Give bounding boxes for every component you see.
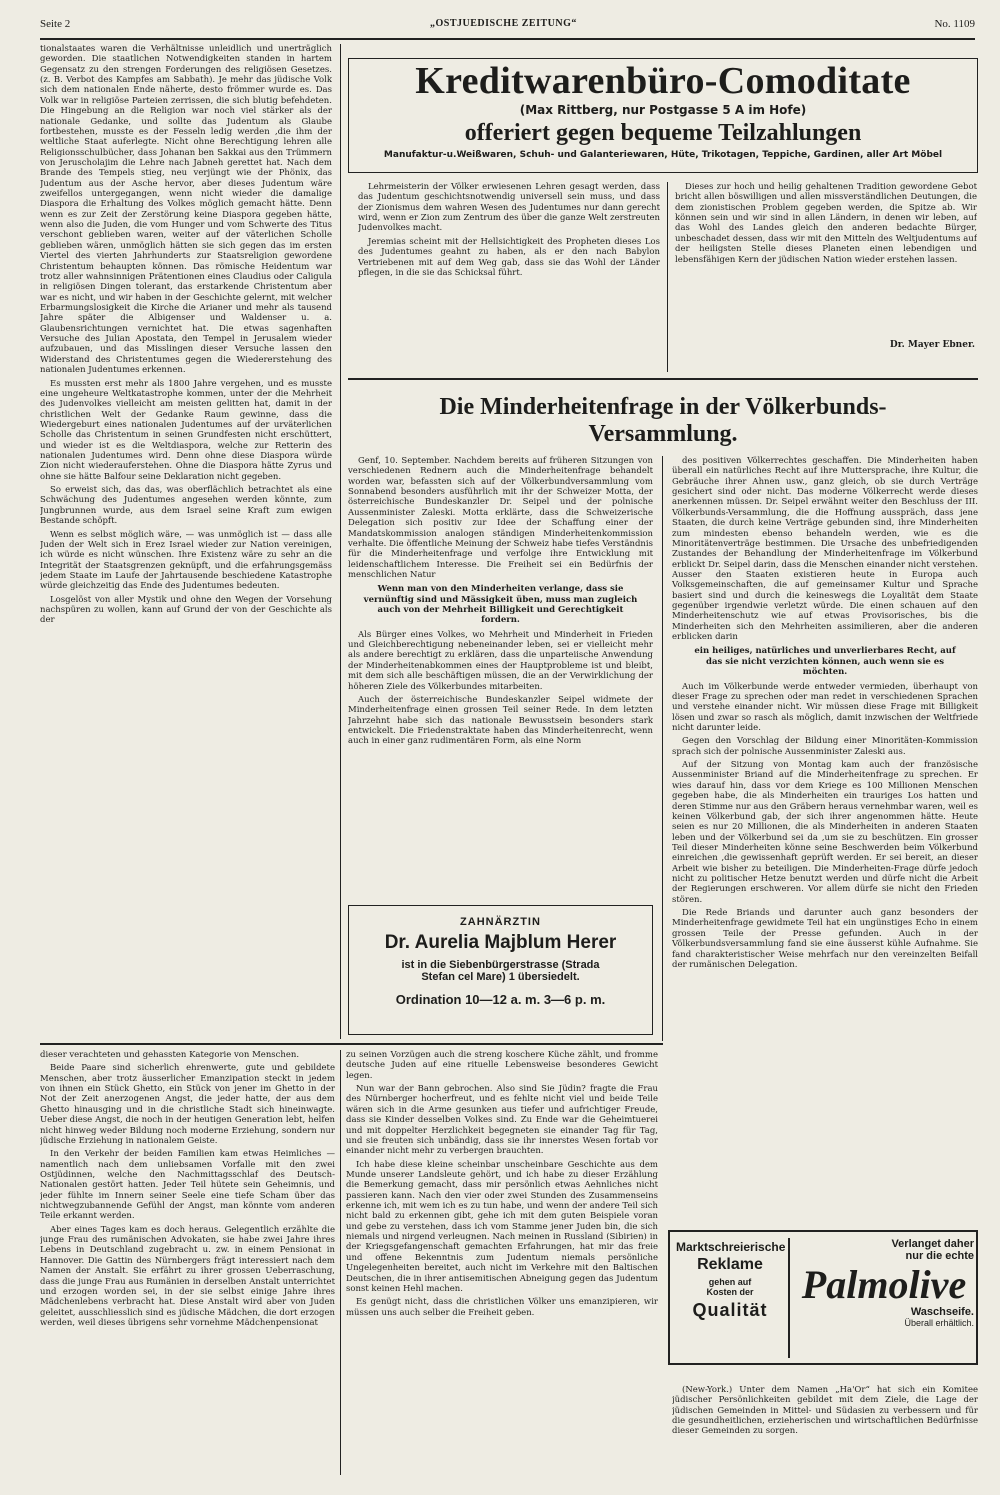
paragraph: Auch im Völkerbunde werde entweder vermieden, überhaupt von dieser Frage zu sprechen oder man redet in verschiedenen Sprachen und verstehe einander nicht. Wir müssen diese Frage mit Billigkeit lösen und zwar so rasch als möglich, damit inzwischen der Weltfriede nicht darunter leide. xyxy=(672,681,978,733)
paragraph: Als Bürger eines Volkes, wo Mehrheit und Minderheit in Frieden und Gleichberechtigung nebeneinander leben, sei er vielleicht mehr als andere berechtigt zu erklären, dass die unparteiische Anwendung der Minderheitenabkommen eines der Hauptprobleme ist und bleibt, mit dem sich alle beschäftigen müssen, die an der Verwirklichung der höheren Ziele des Völkerbundes mitarbeiten. xyxy=(348,629,653,692)
ad-title: Kreditwarenbüro-Comoditate xyxy=(415,60,911,102)
quote: Wenn man von den Minderheiten verlange, dass sie vernünftig sind und Mässigkeit üben, muss man zugleich auch von der Mehrheit Billigkeit und Gerechtigkeit fordern. xyxy=(363,584,638,626)
paragraph: Beide Paare sind sicherlich ehrenwerte, gute und gebildete Menschen, aber trotz äusserlicher Emanzipation steckt in jedem von ihnen ein Stück Ghetto, ein Stück von jener im Ghetto in der Not der Zeit anerzogenen Angst, die jeder hatte, der aus dem Ghetto hinausging und in die christliche Stadt sich hineinwagte. Ueber diese Angst, die noch in der heutigen Generation lebt, helfen nicht hinweg weder Bildung noch moderne Erziehung, sondern nur jüdische Erziehung in nationalem Geiste. xyxy=(40,1063,335,1146)
headline xyxy=(348,394,978,448)
ad-line: Qualität xyxy=(692,1300,768,1320)
header-rule xyxy=(40,38,975,40)
page-label: Seite 2 xyxy=(40,18,71,30)
ad-slogan: offeriert gegen bequeme Teilzahlungen xyxy=(464,120,862,146)
section-rule xyxy=(348,378,978,380)
ad-hours: Ordination 10—12 a. m. 3—6 p. m. xyxy=(395,992,606,1007)
paragraph: Ich habe diese kleine scheinbar unscheinbare Geschichte aus dem Munde unserer Landsleute gehört, und ich habe zu dieser Erzählung die Bemerkung gemacht, dass mir persönlich etwas Aehnliches nicht passieren kann. Nach den vier oder zwei Stunden des Zusammenseins erkenne ich, mit wem ich es zu tun habe, und wenn der andere Teil sich nicht bald zu erkennen gibt, gehe ich mit dem guten Beispiele voran und gebe zu verstehen, dass ich vom Stamme jener Juden bin, die sich niemals und nirgend verleugnen. Nach meinen in Russland (Sibirien) in der Kriegsgefangenschaft gemachten Erfahrungen, hat mir das freie und offene Bekenntnis zum Judentum niemals persönliche Ungelegenheiten bereitet, auch nicht im Verkehre mit den Baltischen Deutschen, die in ihrer antisemitischen Abneigung gegen das Judentum sonst keinen Hehl machen. xyxy=(346,1159,658,1294)
ad-brand: Palmolive xyxy=(801,1262,967,1307)
issue-number: No. 1109 xyxy=(934,18,975,30)
paragraph: Losgelöst von aller Mystik und ohne den Wegen der Vorsehung nachspüren zu wollen, kann auf Grund der von der Geschichte als der xyxy=(40,594,332,626)
paragraph: Wenn es selbst möglich wäre, — was unmöglich ist — dass alle Juden der Welt sich in Erez Israel wieder zur Nation vereinigen, ich würde es nicht wünschen. Ihre Existenz wäre zu sehr an die Integrität der Staatsgrenzen geknüpft, und die erfahrungsgemäss jedem Staate im Laufe der Jahrtausende beschiedene Katastrophe würde gleichzeitig das Ende des Judentumes bedeuten. xyxy=(40,529,332,592)
paragraph: Jeremias scheint mit der Hellsichtigkeit des Propheten dieses Los des Judentumes geahnt zu haben, als er den nach Babylon Vertriebenen mit auf dem Weg gab, dass sie das Wohl der Länder pflegen, in die sie das Schicksal führt. xyxy=(358,236,660,278)
column-rule xyxy=(340,44,341,1039)
paragraph: Genf, 10. September. Nachdem bereits auf früheren Sitzungen von verschiedenen Rednern auch die Minderheitenfrage behandelt worden war, befassten sich auf der Völkerbundversammlung vom Sonnabend besonders ausführlich mit ihr der Schweizer Motta, der österreichische Bundeskanzler Dr. Seipel und der polnische Aussenminister Zaleski. Motta erklärte, dass die Schweizerische Delegation sich positiv zur Idee der Schaffung einer der Mandatskommission analogen ständigen Minderheitenkommission verhalte. Die öffentliche Meinung der Schweiz habe tiefes Verständnis für die Minderheitenfrage und verfolge ihre Entwicklung mit leidenschaftlichem Interesse. Die Freiheit sei ein Bedürfnis der menschlichen Natur xyxy=(348,456,653,580)
ebner-article-col1 xyxy=(358,182,660,372)
paragraph: Die Rede Briands und darunter auch ganz besonders der Minderheitenfrage gewidmete Teil hat ein ungünstiges Echo in einem grossen Teile der Presse gefunden. Auch in der Völkerbundsversammlung fand sie eine äusserst kühle Aufnahme. Sie fand charakteristischer Weise mehrfach nur den vereinzelten Beifall der rumänischen Delegation. xyxy=(672,908,978,970)
column-rule xyxy=(340,1050,341,1475)
paragraph: In den Verkehr der beiden Familien kam etwas Heimliches — namentlich nach dem unliebsamen Vorfalle mit den zwei Ostjüdinnen, welche den Nachmittagsschlaf des Deutsch-Nationalen gestört hatten. Jeder Teil hütete sein Geheimnis, und jeder fühlte im Innern seiner Seele eine tiefe Scham über das nichtwegzubannende Gefühl der Angst, man könnte vom anderen Teile erkannt werden. xyxy=(40,1149,335,1222)
ad-line: Verlanget daher xyxy=(891,1238,974,1250)
newyork-note xyxy=(672,1385,978,1465)
ad-address-line: ist in die Siebenbürgerstrasse (Strada xyxy=(401,959,600,971)
paragraph: Lehrmeisterin der Völker erwiesenen Lehren gesagt werden, dass das Judentum geschichtsnotwendig universell sein muss, und dass der Zionismus dem wahren Wesen des Judentumes nur dann gerecht wird, wenn er Zion zum Zentrum des über die ganze Welt zerstreuten Judenvolkes macht. xyxy=(358,182,660,234)
quote: ein heiliges, natürliches und unverlierbares Recht, auf das sie nicht verzichten können, auch wenn sie es möchten. xyxy=(694,646,956,678)
ad-left-block xyxy=(676,1240,784,1321)
section-rule xyxy=(40,1043,663,1045)
paragraph: (New-York.) Unter dem Namen „Ha'Or“ hat sich ein Komitee jüdischer Persönlichkeiten gebildet mit dem Ziele, die Lage der jüdischen Gemeinden in Mittel- und Südasien zu verbessern und für die gesundheitlichen, erzieherischen und wirtschaftlichen Bedürfnisse dieser Gemeinden zu sorgen. xyxy=(672,1385,978,1437)
page-header xyxy=(40,18,975,38)
paragraph: Aber eines Tages kam es doch heraus. Gelegentlich erzählte die junge Frau des rumänischen Advokaten, sie habe zwei Jahre ihres Lebens in Deutschland zugebracht u. zw. in einem Pensionat in Hannover. Die Gattin des Nürnbergers frägt interessiert nach dem Namen der Anstalt. Sie erfährt zu ihrer grossen Ueberraschung, dass die junge Frau aus Rumänien in derselben Anstalt unterrichtet und erzogen worden sei, in der sie selbst einige Jahre ihres Mädchenlebens verbracht hat. Diese Anstalt wird aber von Juden geleitet, ausschliesslich sind es jüdische Mädchen, die dort erzogen werden, weil dieses übrigens sehr vornehme Mädchenpensionat xyxy=(40,1224,335,1328)
ad-line: Waschseife. xyxy=(910,1306,974,1318)
minderheiten-col2 xyxy=(672,456,978,1196)
paragraph: Es genügt nicht, dass die christlichen Völker uns emanzipieren, wir müssen uns auch selber die Freiheit geben. xyxy=(346,1297,658,1318)
ad-palmolive xyxy=(668,1230,978,1365)
headline-line: Versammlung. xyxy=(588,421,738,447)
story-col1 xyxy=(40,1050,335,1480)
ad-divider xyxy=(788,1238,790,1358)
paragraph: Auf der Sitzung von Montag kam auch der französische Aussenminister Briand auf die Minderheitenfrage zu sprechen. Er wies darauf hin, dass vor dem Kriege es 100 Millionen Menschen gegeben habe, die als Minderheiten ein trauriges Los hatten und deren Stimme nur aus den Gräbern heraus vernehmbar waren, weil es keinen Völkerbund gab, der sich ihrer angenommen hätte. Heute seien es nur 20 Millionen, die als Minderheiten in anderen Staaten leben und der Völkerbund sei da ‚um sie zu beschützen. Ein grosser Teil dieser Minderheiten könne seine Beschwerden beim Völkerbund einreichen ‚die gewissenhaft geprüft werden. Er sei bereit, an dieser Arbeit wie bisher zu beteiligen. Die Minderheiten-Frage dürfe jedoch nicht zu politischer Hetze benutzt werden und dürfe nicht die Arbeit der Regierungen erschweren. Vor allem dürfe sie nicht den Frieden stören. xyxy=(672,760,978,905)
ad-dentist xyxy=(348,905,653,1035)
paragraph: Es mussten erst mehr als 1800 Jahre vergehen, und es musste eine ungeheure Weltkatastrophe kommen, unter der die Mehrheit des Judenvolkes vielleicht am meisten gelitten hat, damit in der christlichen Welt der Gedanke Raum gewinne, dass die Wiedergeburt eines nationalen Judentumes auf der urväterlichen Scholle das Christentum in seinen Grundfesten nicht erschüttert, und wieder ist es die Weltdiaspora, welche zur Retterin des nationalen Judentumes wird. Denn ohne diese Diaspora würde Zion nicht wiederauferstehen. Ohne die Diaspora hätte Zyrus und ohne sie hätte Balfour seine Deklaration nicht gegeben. xyxy=(40,378,332,482)
paragraph: Dieses zur hoch und heilig gehaltenen Tradition gewordene Gebot bricht allen böswilligen und allen missverständlichen Deutungen, die dem zionistischen Problem gegeben werden, die Spitze ab. Wir können sein und wir sind in allen Ländern, in denen wir leben, auf das Wohl des Landes gleich den anderen bedachte Bürger, unbeschadet dessen, dass wir mit den Mitteln des Weltjudentums auf der heiligsten Stelle dieses Planeten einen lebendigen und lebensfähigen Kern der jüdischen Nation wieder erstehen lassen. xyxy=(675,182,977,265)
ebner-article-col2 xyxy=(675,182,977,342)
ad-line: nur die echte xyxy=(905,1250,974,1262)
story-col2 xyxy=(346,1050,658,1480)
column-rule xyxy=(662,456,663,1041)
paragraph: So erweist sich, das das, was oberflächlich betrachtet als eine Schwächung des Judentumes angesehen werden könnte, zum Jungbrunnen wurde, aus dem Israel seine Kraft zum ewigen Bestande schöpft. xyxy=(40,485,332,527)
column-rule xyxy=(667,182,668,372)
ad-line: Überall erhältlich. xyxy=(904,1318,974,1328)
ad-line: gehen auf xyxy=(708,1277,752,1287)
ad-owner: (Max Rittberg, nur Postgasse 5 A im Hofe) xyxy=(519,103,807,117)
ad-kreditwarenbuero xyxy=(348,58,978,173)
paragraph: dieser verachteten und gehassten Kategorie von Menschen. xyxy=(40,1050,300,1060)
ad-goods: Manufaktur-u.Weißwaren, Schuh- und Galanteriewaren, Hüte, Trikotagen, Teppiche, Gardinen, aller Art Möbel xyxy=(383,150,943,160)
paper-name: „OSTJUEDISCHE ZEITUNG“ xyxy=(430,18,577,29)
paragraph: des positiven Völkerrechtes geschaffen. Die Minderheiten haben überall ein natürliches Recht auf ihre Muttersprache, ihre Kultur, die Gebräuche ihrer Ahnen usw., ganz gleich, ob sie durch Verträge gesichert sind oder nicht. Das moderne Völkerrecht werde dieses anerkennen müssen. Dr. Seipel erwähnt weiter den Beschluss der III. Völkerbunds-Versammlung, die die Hoffnung ausspräch, dass jene Staaten, die durch keine Verträge gebunden sind, ihre Minderheiten zum mindesten ebenso behandeln werden, wie es die Minoritätenverträge bestimmen. Die Ursache des unbefriedigenden Zustandes der Behandlung der Minderheitenfrage im Völkerbund erblickt Dr. Seipel darin, dass die Menschen einander nicht verstehen. Ausser den Staaten existieren heute in Europa auch Volksgemeinschaften, die auf gemeinsamer Kultur und Sprache basiert sind und durch die keineswegs die Loyalität dem Staate gegenüber irgendwie verletzt würde. Die einen schauen auf den Minderheitenschutz wie auf etwas Provisorisches, bis die Minderheiten sich den Mehrheiten assimilieren, aber die anderen erblicken darin xyxy=(672,456,978,643)
paragraph: tionalstaates waren die Verhältnisse unleidlich und unerträglich geworden. Die staatlichen Notwendigkeiten standen in hartem Gegensatz zu den strengen Forderungen des religiösen Gesetzes. (z. B. Verbot des Kampfes am Sabbath). Je mehr das jüdische Volk sich dem nationalen Ende näherte, desto frömmer wurde es. Das Volk war in religiöse Parteien zerrissen, die sich blutig befehdeten. Die Hingebung an die Religion war noch viel stärker als der nationale Gedanke, und sollte das Judentum als Glaube fortbestehen, musste es der Fesseln ledig werden ‚die ihm der weltliche Staat auferlegte. Nicht ohne Berechtigung lehren alle Religionsschulbücher, dass Johanan ben Sakkai aus den Trümmern von Jeruscholajim die Lehre nach Jabneh gerettet hat. Nach dem Brande des Tempels stieg, neu verjüngt wie der Phönix, das Judentum aus der Asche hervor, aber dieses Judentum wäre zweifellos untergegangen, wenn nicht wieder die damalige Diaspora die Erhaltung des Volkes möglich gemacht hätte. Denn wenn es zur Zeit der Zerstörung keine Diaspora gegeben hätte, wenn also die Juden, die vom Hunger und vom Schwerte des Titus verschont geblieben waren, weiter auf der väterlichen Scholle geblieben wären, unmöglich hätten sie sich gegen das im ersten Viertel des vierten Jahrhunderts zur Staatsreligion gewordene Christentum behaupten können. Das römische Heidentum war trotz aller wahnsinnigen Prätentionen eines Claudius oder Caligula in religiösen Dingen tolerant, das erstarkende Christentum aber war es nicht, und wir haben in der Geschichte gelernt, mit welcher Erbarmungslosigkeit die Kirche die Arianer und mehr als tausend Jahre später die Albigenser und Waldenser u. a. Glaubensrichtungen vernichtet hat. Die etwas sagenhaften Versuche des Julian Apostata, den Tempel in Jerusalem wieder aufzubauen, und das Misslingen dieser Versuche lassen den Widerstand des Christentumes gegen die Wiedererstehung des nationalen Judentumes erkennen. xyxy=(40,44,332,376)
ad-label: ZAHNÄRZTIN xyxy=(460,916,541,928)
ad-line: Marktschreierische xyxy=(676,1240,786,1254)
ad-address-line: Stefan cel Mare) 1 übersiedelt. xyxy=(421,971,580,983)
paragraph: zu seinen Vorzügen auch die streng koschere Küche zählt, und fromme deutsche Juden auf eine rituelle Lebensweise besonderes Gewicht legen. xyxy=(346,1050,658,1081)
paragraph: Nun war der Bann gebrochen. Also sind Sie Jüdin? fragte die Frau des Nürnberger hocherfreut, und es fehlte nicht viel und beide Teile wären sich in die Arme gesunken aus tiefer und aufrichtiger Freude, dass sie Kinder desselben Volkes sind. Zu Ende war die Geheimtuerei und mit doppelter Herzlichkeit begegneten sie einander Tag für Tag, und sie freuten sich unbändig, dass sie ihr innerstes Wesen fortab vor einander nicht mehr zu verbergen brauchten. xyxy=(346,1084,658,1157)
ebner-author: Dr. Mayer Ebner. xyxy=(889,340,975,350)
minderheiten-col1 xyxy=(348,456,653,896)
paragraph: Auch der österreichische Bundeskanzler Seipel widmete der Minderheitenfrage einen grossen Teil seiner Rede. In dem letzten Jahrzehnt habe sich das nationale Bewusstsein besonders stark entwickelt. Die Friedenstraktate haben das Minderheitenrecht, wenn auch in einer ganz rudimentären Form, als eine Norm xyxy=(348,694,653,747)
ad-line: Reklame xyxy=(697,1256,763,1273)
ad-name: Dr. Aurelia Majblum Herer xyxy=(384,932,617,953)
headline-line: Die Minderheitenfrage in der Völkerbunds- xyxy=(439,394,887,420)
ad-right-block xyxy=(794,1238,974,1328)
paragraph: Gegen den Vorschlag der Bildung einer Minoritäten-Kommission sprach sich der polnische Aussenminister Zaleski aus. xyxy=(672,736,978,757)
ad-line: Kosten der xyxy=(706,1287,754,1297)
left-article xyxy=(40,44,332,1034)
